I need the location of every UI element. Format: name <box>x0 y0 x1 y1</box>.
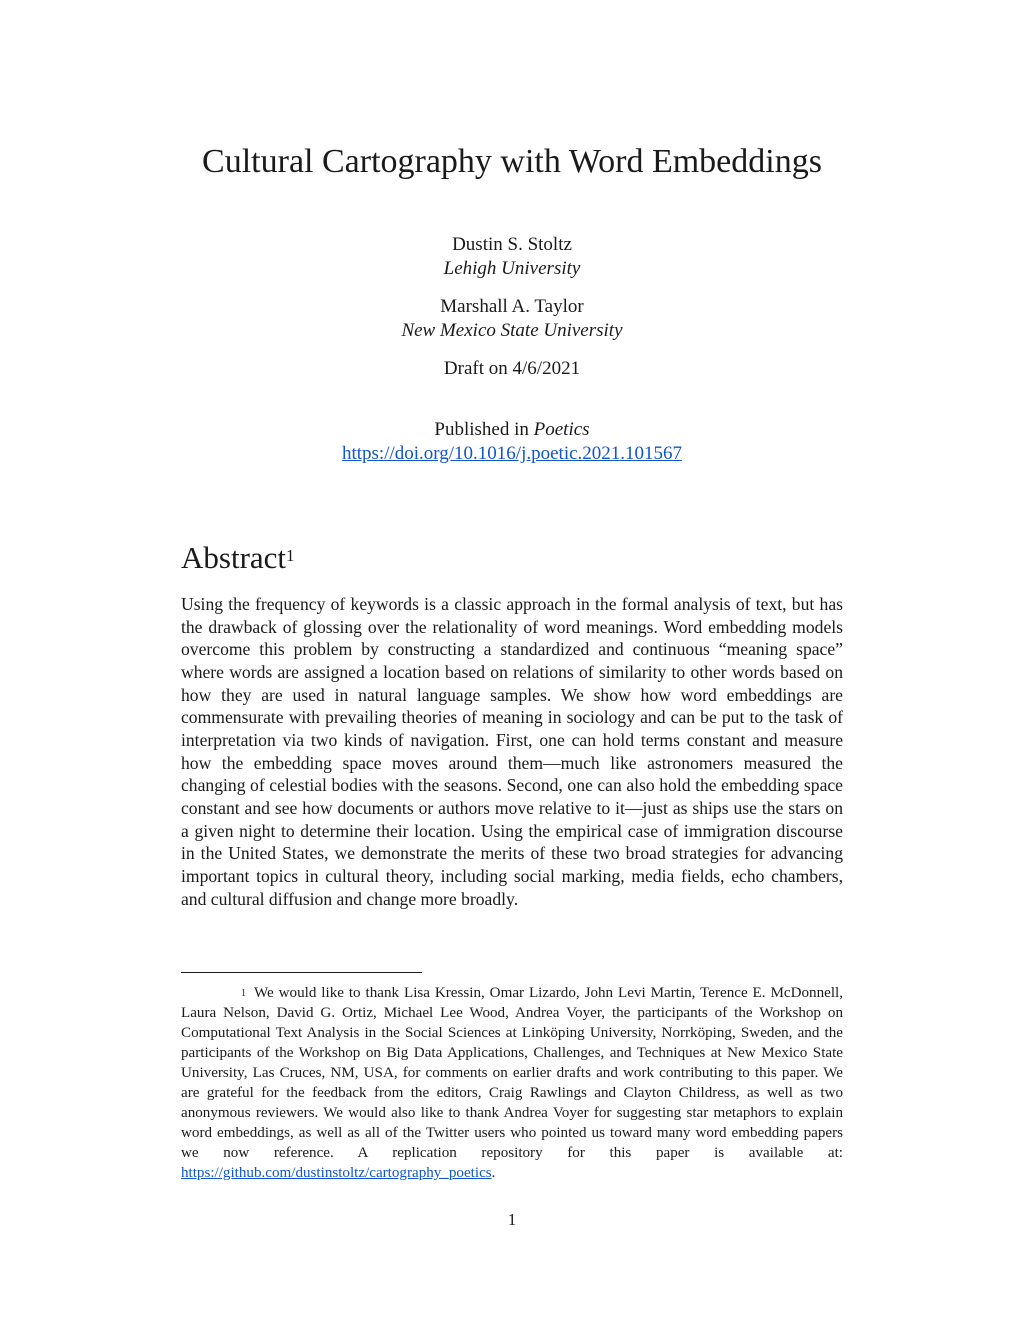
footnote-end: . <box>491 1165 496 1181</box>
doi-line <box>0 442 1024 466</box>
abstract-footnote-marker: 1 <box>286 546 295 565</box>
author-name: Marshall A. Taylor <box>440 296 584 317</box>
doi-link[interactable]: https://doi.org/10.1016/j.poetic.2021.101567 <box>341 443 683 464</box>
journal-name: Poetics <box>533 419 590 440</box>
author-affiliation: Lehigh University <box>443 258 581 279</box>
abstract-heading <box>181 538 295 578</box>
abstract-text: Using the frequency of keywords is a classic approach in the formal analysis of text, but has the drawback of glossing over the relationality of word meanings. Word embedding models overcome this problem by constructing a standardized and continuous “meaning space” where words are assigned a location based on relations of similarity to other words based on how they are used in natural language samples. We show how word embeddings are commensurate with prevailing theories of meaning in sociology and can be put to the task of interpretation via two kinds of navigation. First, one can hold terms constant and measure how the embedding space moves around them—much like astronomers measured the changing of celestial bodies with the seasons. Second, one can also hold the embedding space constant and see how documents or authors move relative to it—just as ships use the stars on a given night to determine their location. Using the empirical case of immigration discourse in the United States, we demonstrate the merits of these two broad strategies for advancing important topics in cultural theory, including social marking, media fields, echo chambers, and cultural diffusion and change more broadly. <box>181 594 843 909</box>
author-name: Dustin S. Stoltz <box>452 234 572 255</box>
footnote-text: We would like to thank Lisa Kressin, Omar Lizardo, John Levi Martin, Terence E. McDonnell, Laura Nelson, David G. Ortiz, Michael Lee Wood, Andrea Voyer, the participants of the Workshop on Computational Text Analysis in the Social Sciences at Linköping University, Norrköping, Sweden, and the participants of the Workshop on Big Data Applications, Challenges, and Techniques at New Mexico State University, Las Cruces, NM, USA, for comments on earlier drafts and work contributing to this paper. We are grateful for the feedback from the editors, Craig Rawlings and Clayton Childress, as well as two anonymous reviewers. We would also like to thank Andrea Voyer for suggesting star metaphors to explain word embeddings, as well as all of the Twitter users who pointed us toward many word embedding papers we now reference. A replication repository for this paper is available at: <box>181 985 843 1161</box>
published-prefix: Published in <box>434 419 534 440</box>
draft-date: Draft on 4/6/2021 <box>443 358 581 379</box>
page-number: 1 <box>507 1210 517 1229</box>
footnote-marker: 1 <box>241 988 246 999</box>
repository-link[interactable]: https://github.com/dustinstoltz/cartography_poetics <box>181 1165 492 1181</box>
author-affiliation: New Mexico State University <box>401 320 623 341</box>
paper-title: Cultural Cartography with Word Embeddings <box>202 143 822 180</box>
publication-line <box>0 418 1024 442</box>
abstract-heading-text: Abstract <box>181 540 287 575</box>
footnote-divider <box>181 972 422 973</box>
footnote <box>181 983 843 1183</box>
